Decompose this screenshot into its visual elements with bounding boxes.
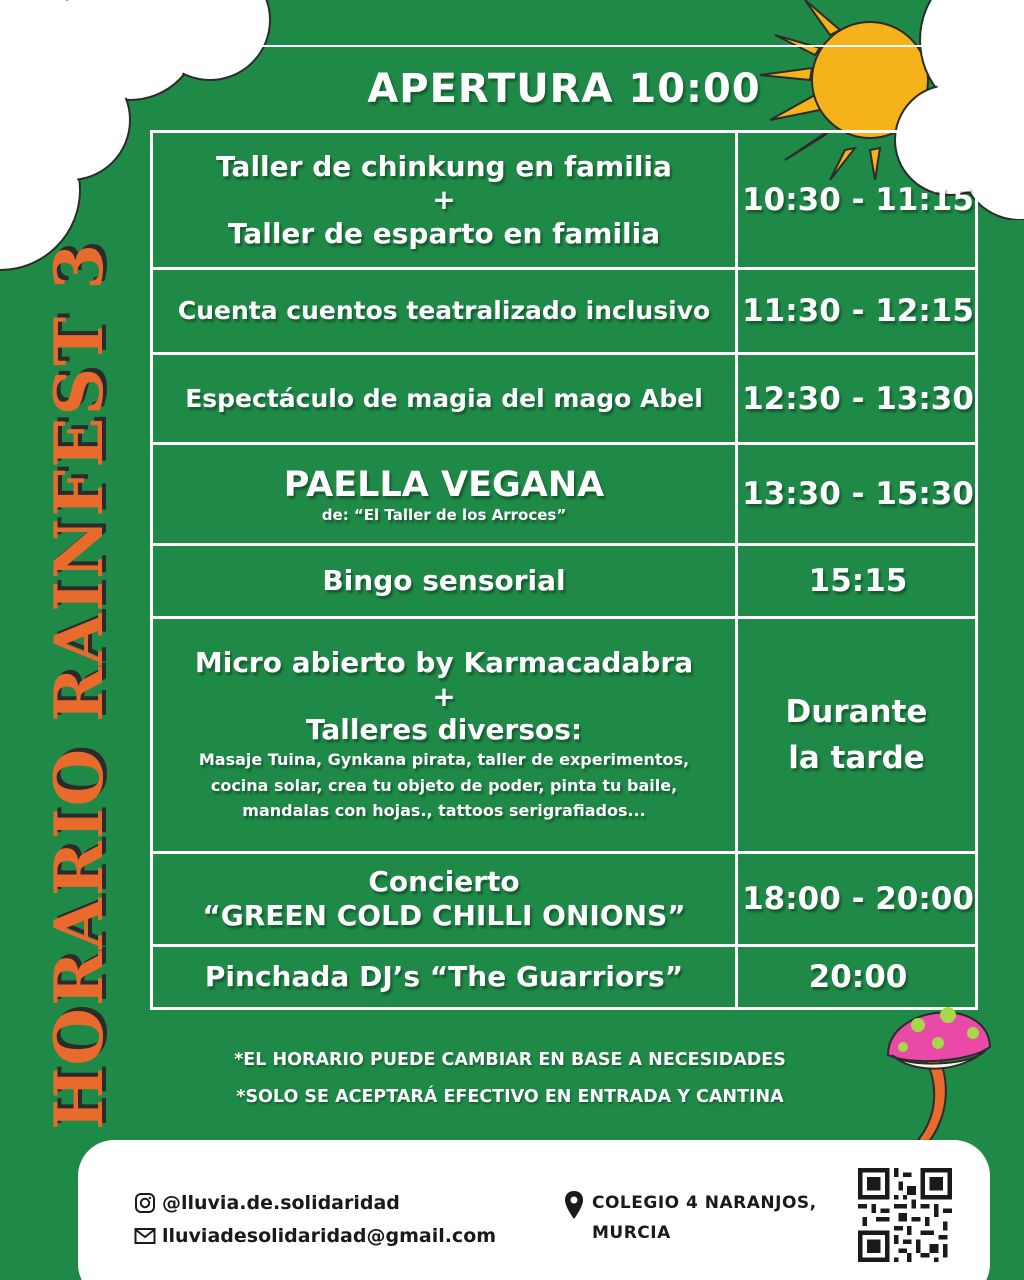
activity xyxy=(153,546,735,616)
activity xyxy=(153,619,735,851)
schedule-row xyxy=(153,133,975,270)
note: *EL HORARIO PUEDE CAMBIAR EN BASE A NECESIDADES xyxy=(234,1050,786,1070)
activity xyxy=(153,854,735,944)
footer xyxy=(78,1140,990,1280)
schedule-row xyxy=(153,355,975,445)
activity-time: 11:30 - 12:15 xyxy=(735,270,978,352)
activity-line: Cuenta cuentos teatralizado inclusivo xyxy=(177,296,711,325)
mail-icon xyxy=(134,1227,156,1245)
location-line: MURCIA xyxy=(592,1223,671,1243)
activity-subtitle: de: “El Taller de los Arroces” xyxy=(321,506,567,524)
mushroom-icon xyxy=(878,985,998,1145)
instagram-icon xyxy=(134,1192,156,1214)
activity xyxy=(153,947,735,1007)
activity-time: Durante la tarde xyxy=(735,619,975,851)
activity-time: 12:30 - 13:30 xyxy=(735,355,978,442)
activity xyxy=(153,270,735,352)
schedule-row xyxy=(153,947,975,1007)
activity-line: Taller de chinkung en familia xyxy=(216,149,672,183)
activity-detail: mandalas con hojas., tattoos serigrafiados... xyxy=(242,801,646,821)
activity-time: 10:30 - 11:15 xyxy=(735,133,978,267)
location xyxy=(564,1188,817,1248)
activity-detail: Masaje Tuina, Gynkana pirata, taller de experimentos, xyxy=(198,750,690,769)
activity-line: Concierto xyxy=(368,865,520,899)
schedule-row xyxy=(153,546,975,619)
activity-line: Micro abierto by Karmacadabra xyxy=(194,646,694,680)
location-line: COLEGIO 4 NARANJOS, xyxy=(592,1193,817,1213)
activity-detail: cocina solar, crea tu objeto de poder, pinta tu baile, xyxy=(210,775,678,795)
activity-line: Pinchada DJ’s “The Guarriors” xyxy=(204,960,684,994)
activity-time: 18:00 - 20:00 xyxy=(735,854,978,944)
poster-title: HORARIO RAINFEST 3 xyxy=(40,241,118,1130)
schedule-row xyxy=(153,445,975,546)
activity-plus: + xyxy=(432,183,456,217)
note: *SOLO SE ACEPTARÁ EFECTIVO EN ENTRADA Y CANTINA xyxy=(236,1087,784,1107)
activity-line: Bingo sensorial xyxy=(322,564,566,598)
location-pin-icon xyxy=(564,1190,584,1220)
activity xyxy=(153,445,735,543)
notes xyxy=(150,1042,870,1116)
schedule-row xyxy=(153,854,975,947)
headline-rule xyxy=(150,45,978,47)
activity-line: Taller de esparto en familia xyxy=(227,216,661,250)
schedule-table xyxy=(150,130,978,1010)
activity-time: 13:30 - 15:30 xyxy=(735,445,978,543)
qr-code[interactable] xyxy=(858,1168,952,1262)
activity-line: PAELLA VEGANA xyxy=(283,465,605,505)
email-contact[interactable] xyxy=(134,1225,496,1247)
schedule-row xyxy=(153,270,975,355)
instagram-contact[interactable] xyxy=(134,1192,400,1214)
schedule-row xyxy=(153,619,975,854)
activity-line: Talleres diversos: xyxy=(305,713,583,747)
email-address: lluviadesolidaridad@gmail.com xyxy=(162,1225,497,1247)
activity xyxy=(153,355,735,442)
activity-line: Espectáculo de magia del mago Abel xyxy=(185,383,703,413)
activity-time: 15:15 xyxy=(735,546,978,616)
activity xyxy=(153,133,735,267)
opening-time: APERTURA 10:00 xyxy=(367,66,761,112)
activity-plus: + xyxy=(432,679,456,713)
activity-time: 20:00 xyxy=(735,947,978,1007)
activity-line: “GREEN COLD CHILLI ONIONS” xyxy=(202,899,686,932)
instagram-handle: @lluvia.de.solidaridad xyxy=(162,1192,400,1214)
